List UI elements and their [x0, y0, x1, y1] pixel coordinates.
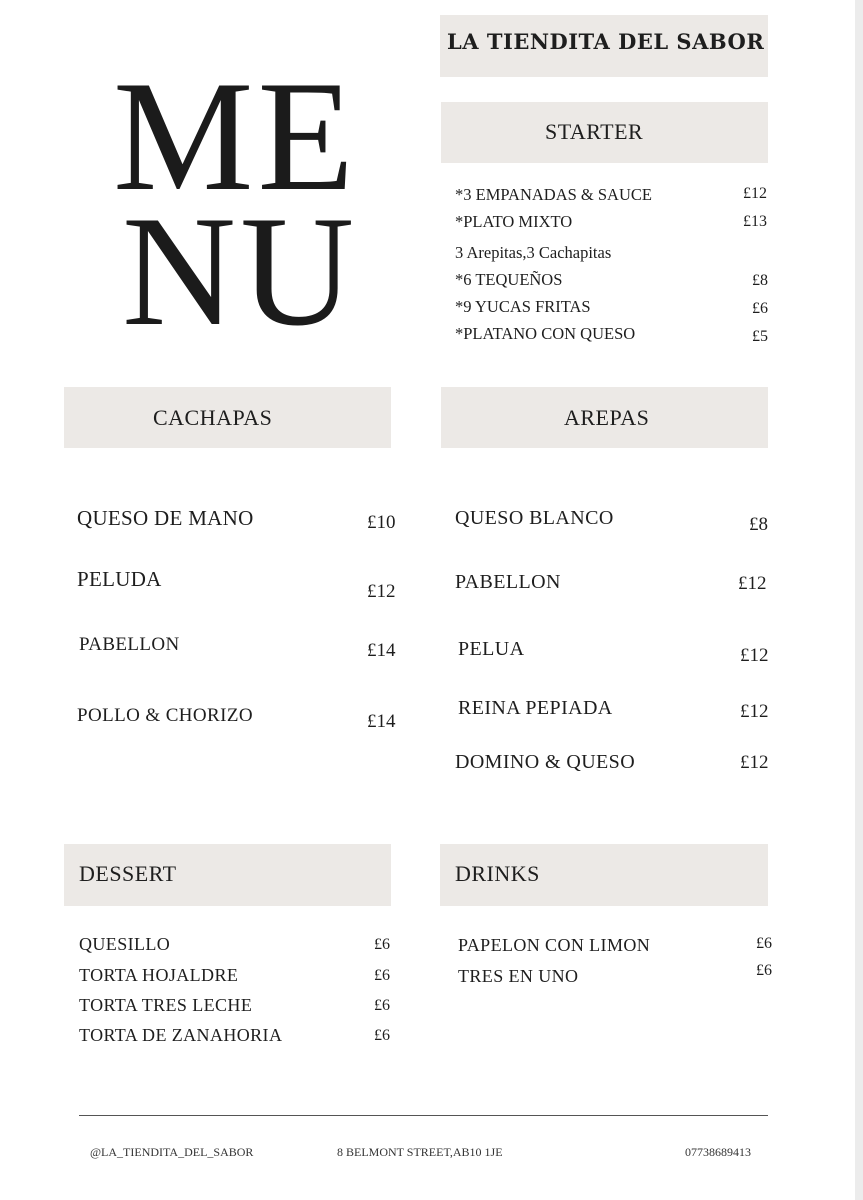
cachapas-title: CACHAPAS [153, 405, 273, 430]
drinks-item: TRES EN UNO [458, 966, 579, 986]
dessert-item: QUESILLO [79, 934, 171, 954]
dessert-item: TORTA HOJALDRE [79, 965, 239, 985]
starter-item: *3 EMPANADAS & SAUCE [455, 185, 652, 204]
starter-item: *PLATANO CON QUESO [455, 324, 636, 343]
starter-item: *9 YUCAS FRITAS [455, 297, 591, 316]
cachapas-item: PABELLON [79, 634, 180, 655]
menu-title-line-2: NU [122, 184, 359, 359]
arepas-item: PELUA [458, 638, 525, 660]
arepas-item: PABELLON [455, 571, 561, 593]
starter-price: £13 [743, 213, 767, 230]
starter-price: £5 [752, 328, 768, 345]
dessert-price: £6 [374, 967, 390, 984]
menu-title-line-1: ME [113, 49, 358, 224]
drinks-price: £6 [756, 935, 772, 952]
page-edge-shadow [855, 0, 863, 1200]
dessert-item: TORTA DE ZANAHORIA [79, 1025, 283, 1045]
dessert-price: £6 [374, 997, 390, 1014]
arepas-price: £8 [749, 514, 768, 535]
arepas-title: AREPAS [564, 405, 650, 430]
dessert-price: £6 [374, 936, 390, 953]
cachapas-item: QUESO DE MANO [77, 506, 254, 530]
brand-name: LA TIENDITA DEL SABOR [447, 29, 765, 54]
starter-price: £12 [743, 185, 767, 202]
starter-item: *6 TEQUEÑOS [455, 270, 563, 289]
drinks-price: £6 [756, 962, 772, 979]
starter-title: STARTER [545, 119, 644, 144]
cachapas-item: PELUDA [77, 567, 162, 591]
footer-divider [79, 1115, 768, 1116]
drinks-title: DRINKS [455, 861, 540, 886]
arepas-price: £12 [740, 645, 769, 666]
cachapas-price: £14 [367, 640, 396, 661]
cachapas-price: £14 [367, 711, 396, 732]
arepas-price: £12 [740, 701, 769, 722]
drinks-item: PAPELON CON LIMON [458, 935, 651, 955]
arepas-item: QUESO BLANCO [455, 507, 614, 529]
starter-price: £6 [752, 300, 768, 317]
starter-price: £8 [752, 272, 768, 289]
dessert-item: TORTA TRES LECHE [79, 995, 253, 1015]
arepas-price: £12 [740, 752, 769, 773]
footer-address: 8 BELMONT STREET,AB10 1JE [337, 1145, 503, 1159]
dessert-price: £6 [374, 1027, 390, 1044]
dessert-title: DESSERT [79, 861, 177, 886]
cachapas-price: £12 [367, 581, 396, 602]
cachapas-item: POLLO & CHORIZO [77, 705, 253, 726]
arepas-price: £12 [738, 573, 767, 594]
cachapas-price: £10 [367, 512, 396, 533]
arepas-item: REINA PEPIADA [458, 697, 613, 719]
starter-item: *PLATO MIXTO [455, 212, 573, 231]
starter-item-note: 3 Arepitas,3 Cachapitas [455, 243, 612, 262]
footer-social-handle: @LA_TIENDITA_DEL_SABOR [90, 1145, 254, 1159]
footer-phone: 07738689413 [685, 1145, 751, 1159]
arepas-item: DOMINO & QUESO [455, 751, 636, 773]
